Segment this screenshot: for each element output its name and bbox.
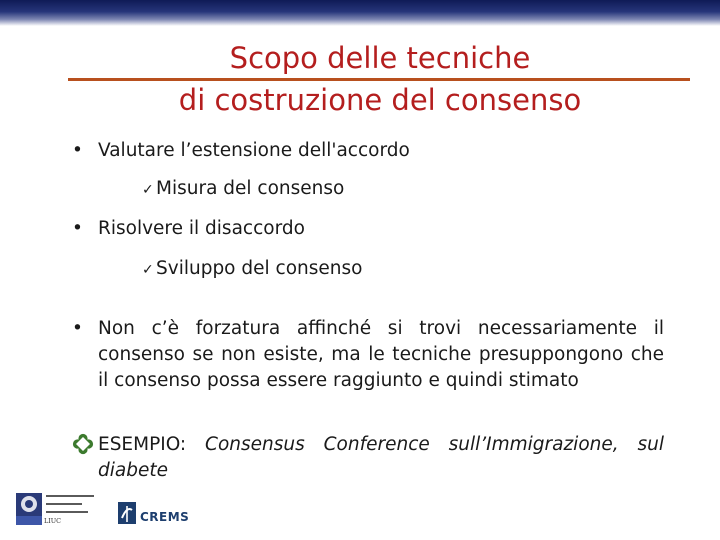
liuc-logo [14, 492, 98, 526]
example-italic-text: Consensus Conference sull’Immigrazione, sul diabete [98, 434, 664, 481]
slide-title-line-1: Scopo delle tecniche [229, 41, 531, 75]
bullet-item-1-text: Valutare l’estensione dell'accordo [98, 140, 410, 161]
bullet-item-2-text: Risolvere il disaccordo [98, 218, 305, 239]
slide-title-line-2: di costruzione del consenso [178, 83, 582, 117]
example-bullet [72, 432, 664, 484]
bullet-dot: • [72, 140, 83, 161]
title-divider [68, 78, 690, 81]
example-label: ESEMPIO: [98, 434, 187, 455]
check-icon: ✓ [142, 182, 154, 198]
sub-item-2 [142, 258, 362, 281]
sub-item-1-text: Misura del consenso [156, 178, 345, 199]
check-icon: ✓ [142, 262, 154, 278]
bullet-item-2 [72, 218, 305, 240]
diamond-bullet-icon [72, 433, 94, 455]
sub-item-1 [142, 178, 344, 201]
bullet-paragraph-text: Non c’è forzatura affinché si trovi necessariamente il consenso se non esiste, ma le tecniche presuppongono che il consenso possa essere raggiunto e quindi stimato [98, 318, 664, 391]
liuc-abbrev-text: LIUC [44, 517, 62, 525]
bullet-item-1 [72, 140, 410, 162]
bullet-paragraph [72, 316, 664, 394]
bullet-dot: • [72, 218, 83, 239]
top-gradient-bar [0, 0, 720, 26]
example-text [98, 432, 664, 484]
bullet-dot: • [72, 318, 83, 339]
crems-logo-text: CREMS [140, 510, 190, 524]
sub-item-2-text: Sviluppo del consenso [156, 258, 363, 279]
